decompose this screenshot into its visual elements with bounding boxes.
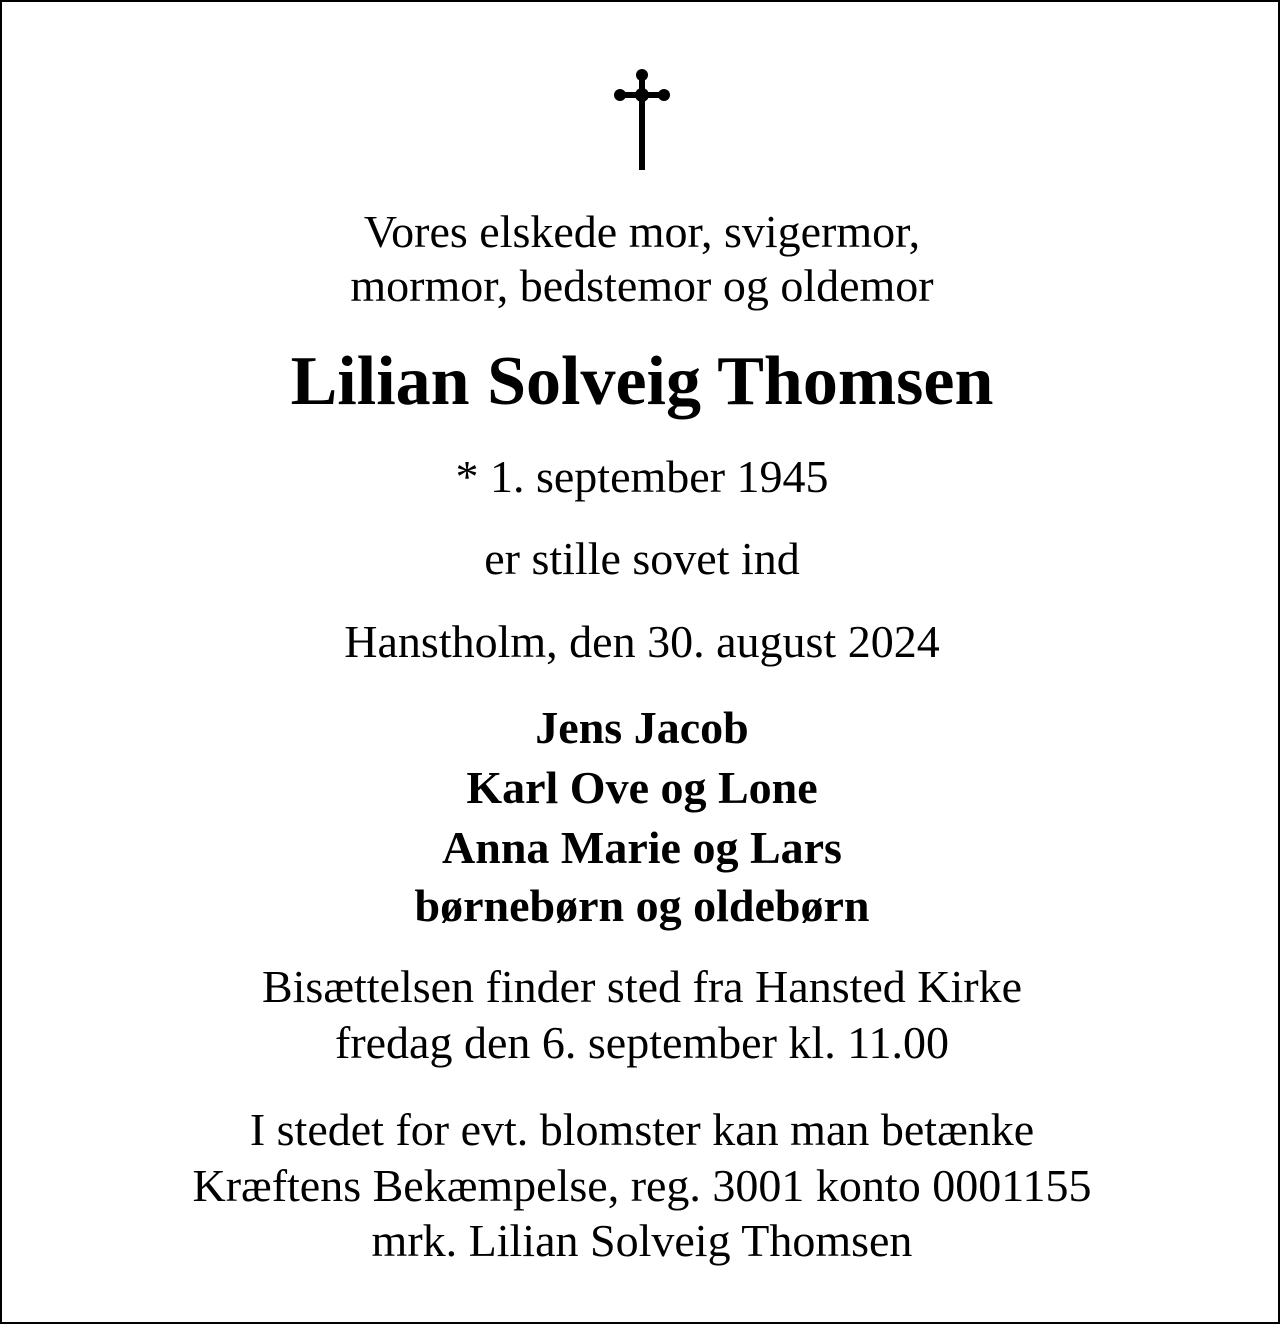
- donation-line-2: Kræftens Bekæmpelse, reg. 3001 konto 0001155: [192, 1160, 1092, 1211]
- family-line-2: Karl Ove og Lone: [466, 762, 818, 813]
- family-line-3: Anna Marie og Lars: [442, 822, 842, 873]
- donation-line-1: I stedet for evt. blomster kan man betænke: [249, 1104, 1035, 1155]
- family-line-4: børnebørn og oldebørn: [414, 880, 870, 931]
- donation-line-3: mrk. Lilian Solveig Thomsen: [371, 1215, 913, 1266]
- passed-text: er stille sovet ind: [484, 533, 800, 584]
- place-and-date: Hanstholm, den 30. august 2024: [344, 616, 940, 667]
- funeral-line-1: Bisættelsen finder sted fra Hansted Kirke: [261, 961, 1023, 1012]
- cross-icon: [612, 66, 672, 172]
- deceased-name: Lilian Solveig Thomsen: [290, 343, 994, 420]
- funeral-line-2: fredag den 6. september kl. 11.00: [335, 1017, 949, 1068]
- family-line-1: Jens Jacob: [535, 702, 749, 753]
- birth-date: * 1. september 1945: [455, 451, 829, 502]
- intro-line-1: Vores elskede mor, svigermor,: [363, 206, 921, 257]
- intro-line-2: mormor, bedstemor og oldemor: [350, 260, 934, 311]
